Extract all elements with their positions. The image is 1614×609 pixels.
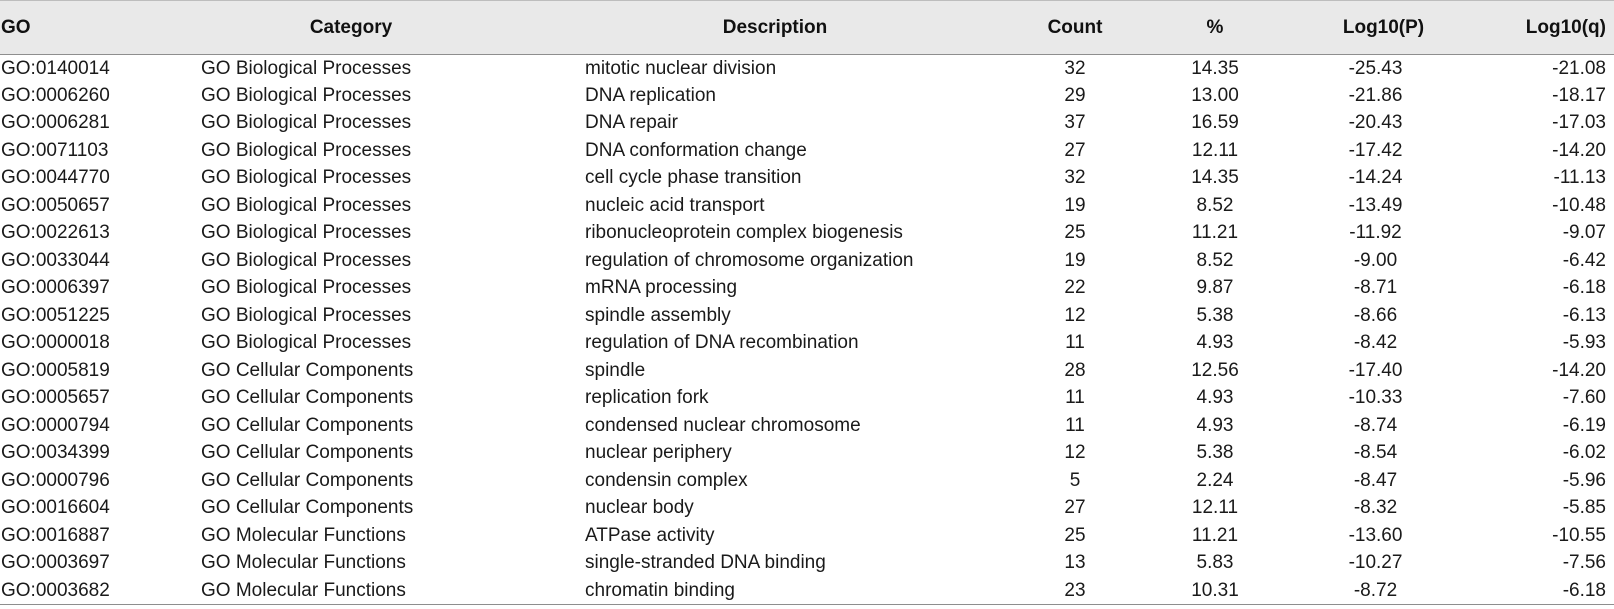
description-cell: regulation of DNA recombination xyxy=(585,332,859,354)
go-id-cell: GO:0071103 xyxy=(1,139,109,161)
category-cell: GO Biological Processes xyxy=(201,304,412,326)
category-cell: GO Cellular Components xyxy=(201,442,414,464)
log10-q-cell: -6.42 xyxy=(1562,249,1606,271)
log10-q-cell: -5.85 xyxy=(1562,497,1606,519)
log10-p-cell: -10.33 xyxy=(1348,387,1403,409)
go-id-cell: GO:0000796 xyxy=(1,469,110,491)
go-id-cell: GO:0044770 xyxy=(1,167,110,189)
header-row xyxy=(0,1,1614,55)
percent-cell: 13.00 xyxy=(1191,84,1239,106)
category-cell: GO Cellular Components xyxy=(201,359,414,381)
count-cell: 19 xyxy=(1064,194,1086,216)
count-cell: 11 xyxy=(1065,387,1085,409)
category-cell: GO Cellular Components xyxy=(201,387,414,409)
percent-cell: 4.93 xyxy=(1196,414,1234,436)
table-row xyxy=(0,440,1614,468)
percent-cell: 8.52 xyxy=(1196,194,1234,216)
category-cell: GO Biological Processes xyxy=(201,139,412,161)
table-row xyxy=(0,577,1614,605)
description-cell: ribonucleoprotein complex biogenesis xyxy=(585,222,903,244)
header-log10-q: Log10(q) xyxy=(1461,1,1614,55)
count-cell: 27 xyxy=(1064,139,1086,161)
description-cell: DNA replication xyxy=(585,84,716,106)
table-row xyxy=(0,110,1614,138)
log10-q-cell: -17.03 xyxy=(1552,112,1606,134)
go-id-cell: GO:0000018 xyxy=(1,332,110,354)
log10-q-cell: -10.55 xyxy=(1552,524,1606,546)
category-cell: GO Cellular Components xyxy=(201,497,414,519)
log10-p-cell: -8.71 xyxy=(1353,277,1398,299)
go-id-cell: GO:0003682 xyxy=(0,577,201,605)
go-id-cell: GO:0016604 xyxy=(1,497,110,519)
category-cell: GO Biological Processes xyxy=(201,222,412,244)
log10-p-cell: -17.40 xyxy=(1348,359,1403,381)
go-id-cell: GO:0006397 xyxy=(1,277,110,299)
log10-p-cell: -8.74 xyxy=(1353,414,1398,436)
table-row xyxy=(0,137,1614,165)
go-id-cell: GO:0022613 xyxy=(1,222,110,244)
description-cell: single-stranded DNA binding xyxy=(585,552,826,574)
count-cell: 32 xyxy=(1064,167,1086,189)
percent-cell: 11.21 xyxy=(1191,524,1239,546)
category-cell: GO Cellular Components xyxy=(201,469,414,491)
log10-q-cell: -5.93 xyxy=(1562,332,1606,354)
header-count: Count xyxy=(1010,1,1140,55)
percent-cell: 2.24 xyxy=(1196,469,1234,491)
category-cell: GO Molecular Functions xyxy=(201,577,585,605)
count-cell: 25 xyxy=(1064,222,1086,244)
description-cell: chromatin binding xyxy=(585,577,1010,605)
header-go: GO xyxy=(0,1,201,55)
log10-p-cell: -14.24 xyxy=(1348,167,1403,189)
log10-q-cell: -7.56 xyxy=(1562,552,1606,574)
table-row xyxy=(0,192,1614,220)
count-cell: 13 xyxy=(1064,552,1086,574)
percent-cell: 14.35 xyxy=(1191,57,1239,79)
count-cell: 12 xyxy=(1064,442,1086,464)
count-cell: 11 xyxy=(1065,332,1085,354)
description-cell: ATPase activity xyxy=(585,524,715,546)
count-cell: 19 xyxy=(1064,249,1086,271)
table-row xyxy=(0,247,1614,275)
go-id-cell: GO:0050657 xyxy=(1,194,110,216)
log10-p-cell: -17.42 xyxy=(1348,139,1403,161)
table-row xyxy=(0,412,1614,440)
table-row xyxy=(0,467,1614,495)
log10-q-cell: -6.02 xyxy=(1562,442,1606,464)
go-id-cell: GO:0005819 xyxy=(1,359,110,381)
log10-p-cell: -8.42 xyxy=(1353,332,1398,354)
log10-q-cell: -9.07 xyxy=(1562,222,1606,244)
log10-q-cell: -7.60 xyxy=(1562,387,1606,409)
table-row xyxy=(0,82,1614,110)
log10-q-cell: -21.08 xyxy=(1552,57,1606,79)
category-cell: GO Biological Processes xyxy=(201,84,412,106)
count-cell: 28 xyxy=(1064,359,1086,381)
go-id-cell: GO:0006281 xyxy=(1,112,110,134)
log10-p-cell: -11.92 xyxy=(1349,222,1402,244)
count-cell: 11 xyxy=(1065,414,1085,436)
table-row xyxy=(0,302,1614,330)
description-cell: cell cycle phase transition xyxy=(585,167,802,189)
go-id-cell: GO:0034399 xyxy=(1,442,110,464)
table-row xyxy=(0,275,1614,303)
description-cell: condensed nuclear chromosome xyxy=(585,414,861,436)
log10-q-cell: -14.20 xyxy=(1552,139,1606,161)
category-cell: GO Biological Processes xyxy=(201,249,412,271)
log10-p-cell: -13.49 xyxy=(1348,194,1403,216)
percent-cell: 9.87 xyxy=(1196,277,1234,299)
category-cell: GO Molecular Functions xyxy=(201,524,406,546)
count-cell: 25 xyxy=(1064,524,1086,546)
percent-cell: 5.38 xyxy=(1196,442,1234,464)
log10-p-cell: -8.54 xyxy=(1353,442,1398,464)
percent-cell: 4.93 xyxy=(1196,332,1234,354)
category-cell: GO Molecular Functions xyxy=(201,552,406,574)
header-category: Category xyxy=(201,1,585,55)
percent-cell: 8.52 xyxy=(1196,249,1234,271)
log10-p-cell: -20.43 xyxy=(1348,112,1403,134)
category-cell: GO Cellular Components xyxy=(201,414,414,436)
category-cell: GO Biological Processes xyxy=(201,277,412,299)
category-cell: GO Biological Processes xyxy=(201,112,412,134)
header-description: Description xyxy=(585,1,1010,55)
table-row xyxy=(0,495,1614,523)
go-id-cell: GO:0140014 xyxy=(1,57,110,79)
table-row xyxy=(0,522,1614,550)
table-header xyxy=(0,1,1614,55)
log10-q-cell: -6.19 xyxy=(1562,414,1606,436)
go-id-cell: GO:0033044 xyxy=(1,249,110,271)
percent-cell: 14.35 xyxy=(1191,167,1239,189)
count-cell: 37 xyxy=(1064,112,1086,134)
description-cell: condensin complex xyxy=(585,469,748,491)
log10-p-cell: -8.72 xyxy=(1290,577,1461,605)
table-row xyxy=(0,550,1614,578)
percent-cell: 5.83 xyxy=(1196,552,1234,574)
log10-q-cell: -5.96 xyxy=(1562,469,1606,491)
count-cell: 27 xyxy=(1064,497,1086,519)
description-cell: spindle xyxy=(585,359,646,381)
log10-p-cell: -8.66 xyxy=(1353,304,1398,326)
description-cell: mitotic nuclear division xyxy=(585,57,777,79)
go-id-cell: GO:0016887 xyxy=(1,524,110,546)
log10-q-cell: -10.48 xyxy=(1552,194,1606,216)
count-cell: 32 xyxy=(1064,57,1086,79)
log10-q-cell: -6.13 xyxy=(1562,304,1606,326)
percent-cell: 10.31 xyxy=(1140,577,1290,605)
table-row xyxy=(0,385,1614,413)
percent-cell: 5.38 xyxy=(1196,304,1234,326)
category-cell: GO Biological Processes xyxy=(201,332,412,354)
log10-q-cell: -11.13 xyxy=(1553,167,1606,189)
table-row xyxy=(0,330,1614,358)
category-cell: GO Biological Processes xyxy=(201,167,412,189)
header-percent: % xyxy=(1140,1,1290,55)
category-cell: GO Biological Processes xyxy=(201,57,412,79)
log10-p-cell: -25.43 xyxy=(1348,57,1403,79)
percent-cell: 16.59 xyxy=(1191,112,1239,134)
count-cell: 23 xyxy=(1010,577,1140,605)
log10-q-cell: -18.17 xyxy=(1552,84,1606,106)
description-cell: replication fork xyxy=(585,387,709,409)
log10-p-cell: -9.00 xyxy=(1353,249,1398,271)
table-row xyxy=(0,357,1614,385)
go-id-cell: GO:0003697 xyxy=(1,552,110,574)
percent-cell: 12.56 xyxy=(1191,359,1239,381)
description-cell: nuclear periphery xyxy=(585,442,732,464)
go-id-cell: GO:0005657 xyxy=(1,387,110,409)
header-log10-p: Log10(P) xyxy=(1290,1,1461,55)
table-row xyxy=(0,220,1614,248)
log10-q-cell: -6.18 xyxy=(1461,577,1614,605)
description-cell: DNA repair xyxy=(585,112,678,134)
percent-cell: 12.11 xyxy=(1191,497,1239,519)
description-cell: nucleic acid transport xyxy=(585,194,765,216)
description-cell: regulation of chromosome organization xyxy=(585,249,914,271)
count-cell: 12 xyxy=(1064,304,1086,326)
category-cell: GO Biological Processes xyxy=(201,194,412,216)
count-cell: 29 xyxy=(1064,84,1086,106)
percent-cell: 11.21 xyxy=(1191,222,1239,244)
count-cell: 22 xyxy=(1064,277,1086,299)
log10-q-cell: -14.20 xyxy=(1552,359,1606,381)
log10-p-cell: -21.86 xyxy=(1348,84,1403,106)
description-cell: DNA conformation change xyxy=(585,139,807,161)
go-id-cell: GO:0006260 xyxy=(1,84,110,106)
count-cell: 5 xyxy=(1069,469,1081,491)
log10-p-cell: -13.60 xyxy=(1348,524,1403,546)
log10-q-cell: -6.18 xyxy=(1562,277,1606,299)
table-body xyxy=(0,55,1614,605)
description-cell: mRNA processing xyxy=(585,277,738,299)
percent-cell: 4.93 xyxy=(1196,387,1234,409)
go-id-cell: GO:0000794 xyxy=(1,414,110,436)
percent-cell: 12.11 xyxy=(1191,139,1239,161)
description-cell: nuclear body xyxy=(585,497,694,519)
description-cell: spindle assembly xyxy=(585,304,731,326)
log10-p-cell: -8.47 xyxy=(1353,469,1398,491)
log10-p-cell: -10.27 xyxy=(1348,552,1403,574)
table-row xyxy=(0,165,1614,193)
log10-p-cell: -8.32 xyxy=(1353,497,1398,519)
go-id-cell: GO:0051225 xyxy=(1,304,110,326)
table-row xyxy=(0,55,1614,83)
